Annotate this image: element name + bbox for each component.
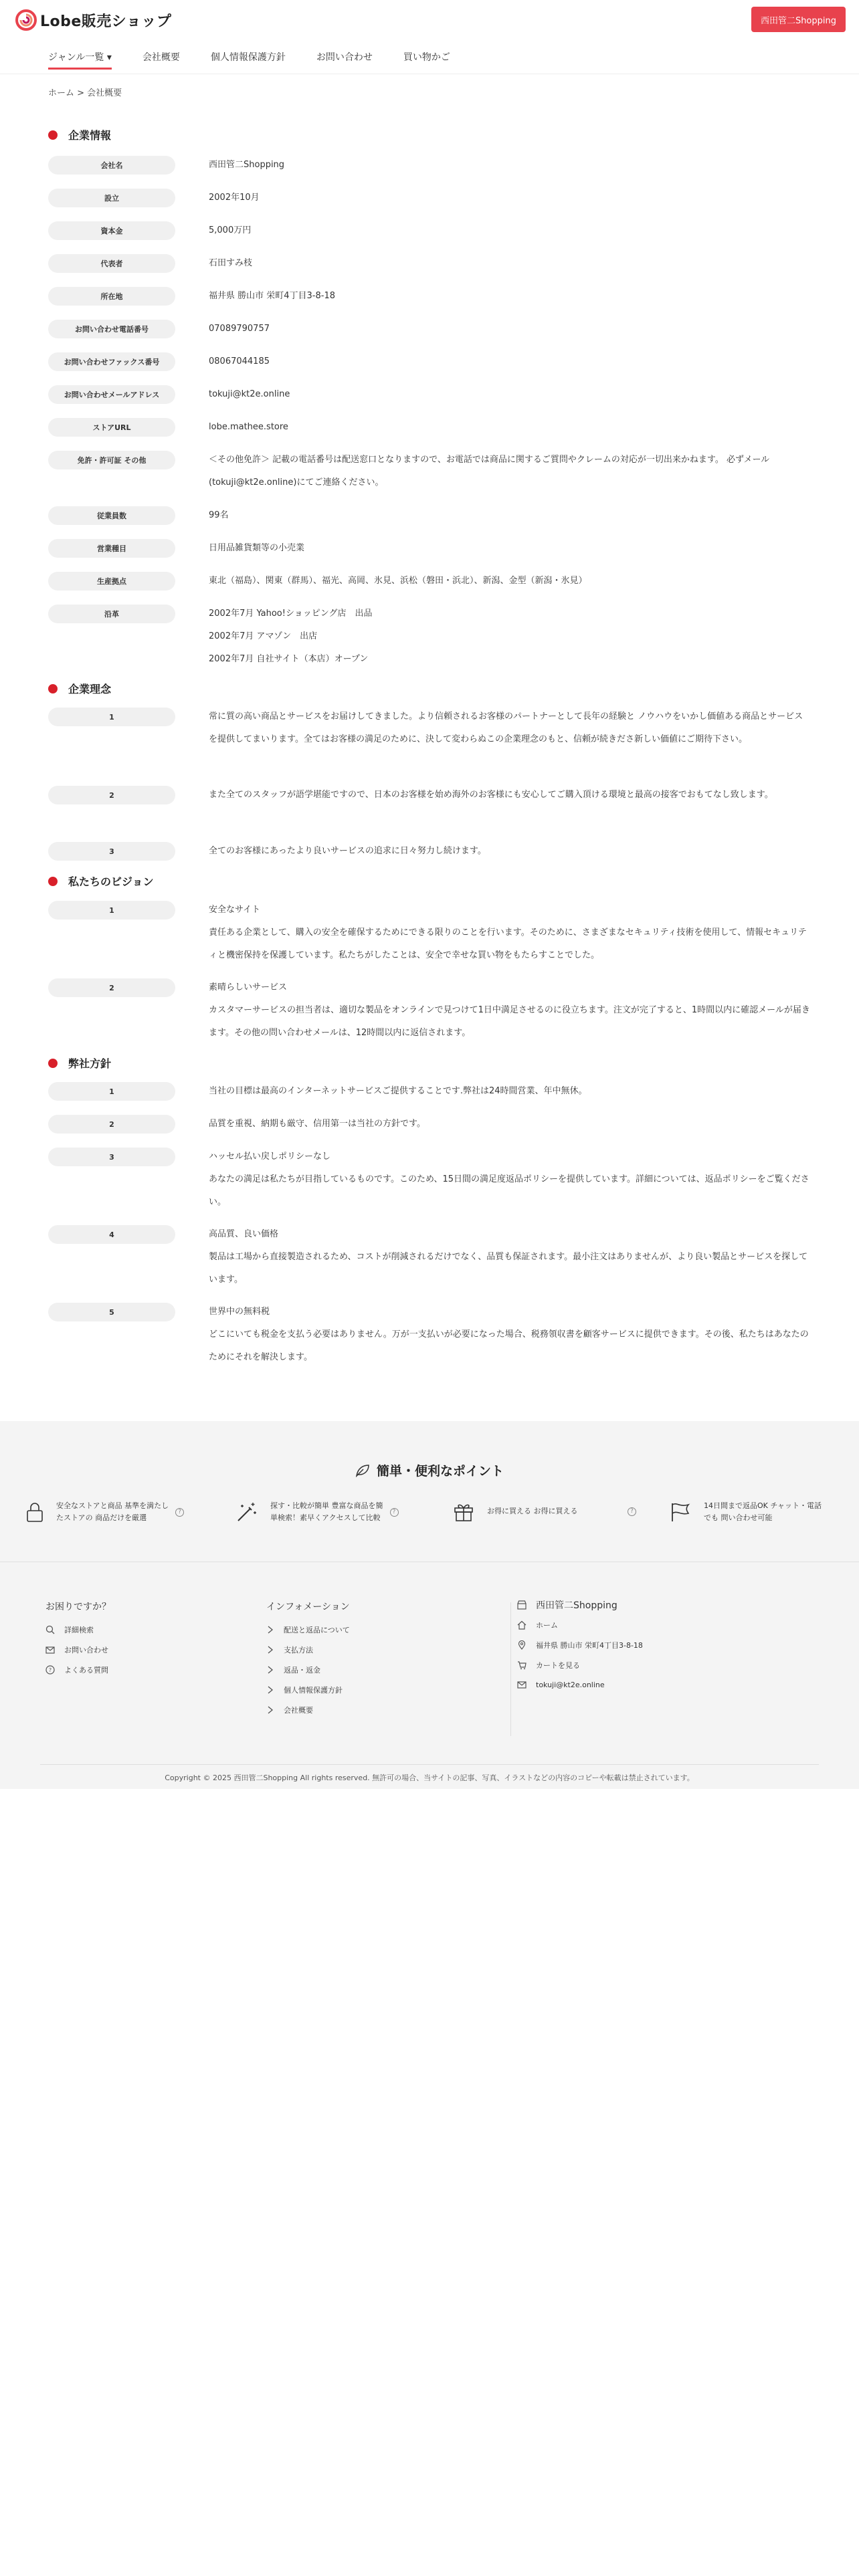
row-label: 生産拠点 <box>48 572 175 591</box>
footer-shop-title <box>517 1598 617 1612</box>
row-value: 品質を重視、納期も厳守、信用第一は当社の方針です。 <box>209 1119 425 1129</box>
row-value: 常に質の高い商品とサービスをお届けしてきました。より信頼されるお客様のパートナーとして長年の経験と ノウハウをいかし価値ある商品とサービスを提供してまいります。全てはお客様の満足のために、決して変わらぬこの企業理念のもと、信頼が続きださ新しい価値にご期待下さい。 <box>209 712 803 744</box>
section-title-text: 弊社方針 <box>68 1057 112 1070</box>
row-value[interactable]: tokuji@kt2e.online <box>209 389 290 399</box>
row-value <box>209 1146 811 1214</box>
row-text: 製品は工場から直接製造されるため、コストが削減されるだけでなく、品質も保証されます。最小注文はありませんが、より良い製品とサービスを探しています。 <box>209 1252 808 1285</box>
home-icon <box>517 1620 527 1630</box>
row-label: 3 <box>48 842 175 861</box>
row-text: どこにいても税金を支払う必要はありません。万が一支払いが必要になった場合、税務領収書を顧客サービスに提供できます。その後、私たちはあなたのためにそれを解決します。 <box>209 1329 809 1362</box>
chevron-right-icon <box>266 1645 274 1654</box>
feature-text <box>56 1500 169 1524</box>
feature-text <box>704 1500 822 1524</box>
copyright: Copyright © 2025 西田管二Shopping All rights reserved. 無許可の場合、当サイトの記事、写真、イラストなどの内容のコピーや転載は禁止されています。 <box>165 1774 694 1782</box>
row-value: 08067044185 <box>209 356 270 366</box>
footer-shop-name: 西田管二Shopping <box>536 1600 617 1611</box>
row-label: 5 <box>48 1303 175 1321</box>
chevron-right-icon <box>266 1685 274 1695</box>
row-value: 5,000万円 <box>209 225 252 235</box>
footer-link[interactable] <box>266 1665 320 1675</box>
row-label: 所在地 <box>48 287 175 306</box>
footer-link[interactable] <box>517 1660 580 1671</box>
bullet-dot <box>48 130 58 140</box>
footer-link-label: 個人情報保護方針 <box>284 1686 343 1695</box>
row-value <box>209 1223 811 1291</box>
row-label: 1 <box>48 1082 175 1101</box>
gift-icon <box>452 1500 475 1523</box>
logo-swirl-icon <box>15 9 37 31</box>
lock-icon <box>25 1501 44 1523</box>
feature-item <box>669 1500 822 1524</box>
row-label: 2 <box>48 1115 175 1134</box>
section-title-text: 企業情報 <box>68 129 112 142</box>
bullet-dot <box>48 877 58 886</box>
row-heading: 素晴らしいサービス <box>209 982 288 992</box>
footer-link-label: 返品・返金 <box>284 1666 320 1675</box>
footer-link[interactable] <box>45 1644 108 1655</box>
info-icon[interactable]: ? <box>628 1507 636 1516</box>
row-label: 2 <box>48 786 175 804</box>
row-heading: 高品質、良い価格 <box>209 1229 279 1239</box>
footer-link-label: ホーム <box>536 1621 558 1630</box>
feature-line: でも 問い合わせ可能 <box>704 1513 773 1522</box>
feature-text <box>487 1505 621 1517</box>
feature-line: 探す・比較が簡単 豊富な商品を簡 <box>270 1501 383 1510</box>
footer-help-title: お困りですか？ <box>45 1602 111 1612</box>
nav-company[interactable]: 会社概要 <box>142 52 180 63</box>
row-label: 設立 <box>48 189 175 207</box>
footer-link-label: お問い合わせ <box>64 1646 108 1654</box>
history-line: 2002年7月 アマゾン 出店 <box>209 631 318 641</box>
section-title-text: 私たちのビジョン <box>68 875 154 888</box>
features-section <box>0 1421 859 1562</box>
row-label: 代表者 <box>48 254 175 273</box>
footer <box>0 1562 859 1789</box>
row-value: 東北（福島）、関東（群馬）、福光、高岡、氷見、浜松（磐田・浜北）、新潟、金型（新潟・氷見） <box>209 576 587 586</box>
row-value <box>209 899 811 967</box>
feature-line: たストアの 商品だけを厳選 <box>56 1513 147 1522</box>
row-label: お問い合わせファックス番号 <box>48 352 175 371</box>
row-label: 3 <box>48 1148 175 1166</box>
history-line: 2002年7月 自社サイト（本店）オープン <box>209 654 369 664</box>
footer-link[interactable] <box>517 1680 605 1689</box>
nav-cart[interactable]: 買い物かご <box>403 52 450 63</box>
footer-link[interactable] <box>266 1644 313 1655</box>
mail-icon <box>517 1680 527 1689</box>
logo-text: Lobe販売ショップ <box>40 13 172 30</box>
chevron-right-icon <box>266 1665 274 1675</box>
feature-item <box>235 1500 399 1524</box>
row-value: ＜その他免許＞ 記載の電話番号は配送窓口となりますので、お電話では商品に関するご質問やクレームの対応が一切出来かねます。 必ずメール(tokuji@kt2e.online)にてご連絡ください。 <box>209 455 770 488</box>
row-value: また全てのスタッフが語学堪能ですので、日本のお客様を始め海外のお客様にも安心してご購入頂ける環境と最高の接客でおもてなし致します。 <box>209 790 773 800</box>
footer-link-label: 詳細検索 <box>64 1626 94 1634</box>
row-label: 1 <box>48 901 175 920</box>
history-line: 2002年7月 Yahoo!ショッピング店 出品 <box>209 609 373 619</box>
row-text: あなたの満足は私たちが目指しているものです。このため、15日間の満足度返品ポリシーを提供しています。詳細については、返品ポリシーをご覧ください。 <box>209 1174 809 1207</box>
row-label: 1 <box>48 708 175 726</box>
question-icon <box>45 1665 55 1675</box>
footer-address <box>517 1640 643 1650</box>
row-value: 全てのお客様にあったより良いサービスの追求に日々努力し続けます。 <box>209 846 486 856</box>
row-value <box>209 1301 811 1369</box>
nav-contact[interactable]: お問い合わせ <box>316 52 373 63</box>
section-title-company <box>48 127 111 142</box>
row-value: 西田管二Shopping <box>209 160 285 170</box>
footer-link-label: tokuji@kt2e.online <box>536 1680 605 1689</box>
chevron-right-icon <box>266 1625 274 1634</box>
row-label: 営業種目 <box>48 539 175 558</box>
footer-link-label: 支払方法 <box>284 1646 313 1654</box>
row-value-history <box>209 603 811 671</box>
row-value: 当社の目標は最高のインターネットサービスご提供することです.弊社は24時間営業、年中無休。 <box>209 1086 587 1096</box>
section-title-philosophy <box>48 681 111 696</box>
footer-divider <box>510 1602 511 1736</box>
row-label: 従業員数 <box>48 506 175 525</box>
footer-info-title: インフォメーション <box>266 1602 350 1612</box>
store-icon <box>517 1600 527 1610</box>
row-heading: 世界中の無料税 <box>209 1307 270 1317</box>
breadcrumb[interactable]: ホーム > 会社概要 <box>48 88 122 98</box>
shop-button[interactable]: 西田管二Shopping <box>751 7 846 32</box>
nav-genre-list[interactable]: ジャンル一覧 ▾ <box>48 40 112 74</box>
feature-line: お得に買える お得に買える <box>487 1507 578 1515</box>
row-value: 99名 <box>209 510 229 520</box>
chevron-right-icon <box>266 1705 274 1715</box>
feature-line: 単検索！素早くアクセスして比較 <box>270 1513 381 1522</box>
info-icon[interactable]: ? <box>175 1508 184 1517</box>
footer-link-label: カートを見る <box>536 1661 580 1670</box>
row-label: 沿革 <box>48 605 175 623</box>
header <box>0 0 859 40</box>
row-value[interactable]: lobe.mathee.store <box>209 422 288 432</box>
row-value: 石田すみ枝 <box>209 258 253 268</box>
mail-icon <box>45 1645 55 1654</box>
footer-link[interactable] <box>266 1624 350 1635</box>
footer-link-label: 配送と返品について <box>284 1626 350 1634</box>
footer-link[interactable] <box>45 1624 94 1635</box>
features-title-text: 簡単・便利なポイント <box>376 1464 504 1479</box>
feature-line: 安全なストアと商品 基準を満たし <box>56 1501 169 1510</box>
magic-wand-icon <box>235 1501 258 1523</box>
features-title <box>0 1461 859 1479</box>
row-heading: ハッセル払い戻しポリシーなし <box>209 1152 331 1162</box>
footer-link-label: 会社概要 <box>284 1706 313 1715</box>
feature-item <box>25 1500 184 1524</box>
search-icon <box>45 1625 55 1634</box>
pin-icon <box>517 1640 527 1650</box>
feature-text <box>270 1500 383 1524</box>
copyright-divider <box>40 1764 819 1765</box>
feature-line: 14日間まで返品OK チャット・電話 <box>704 1501 822 1510</box>
row-label: 免許・許可証 その他 <box>48 451 175 469</box>
feature-item <box>452 1500 636 1523</box>
row-label: お問い合わせメールアドレス <box>48 385 175 404</box>
flag-icon <box>669 1501 692 1523</box>
footer-link[interactable] <box>266 1705 313 1715</box>
logo[interactable] <box>15 9 171 31</box>
row-value <box>209 976 811 1045</box>
row-value: 2002年10月 <box>209 193 260 203</box>
row-value: 福井県 勝山市 栄町4丁目3-8-18 <box>209 291 336 301</box>
cart-icon <box>517 1660 527 1670</box>
section-title-text: 企業理念 <box>68 683 112 695</box>
row-label: ストアURL <box>48 418 175 437</box>
footer-address-text: 福井県 勝山市 栄町4丁目3-8-18 <box>536 1641 643 1650</box>
footer-link[interactable] <box>266 1685 343 1695</box>
info-icon[interactable]: ? <box>390 1508 399 1517</box>
row-label: 会社名 <box>48 156 175 175</box>
section-title-vision <box>48 873 154 889</box>
row-label: 4 <box>48 1225 175 1244</box>
row-text: 責任ある企業として、購入の安全を確保するためにできる限りのことを行います。そのために、さまざまなセキュリティ技術を使用して、情報セキュリティと機密保持を保護しています。私たちがしたことは、安全で幸せな買い物をもたらすことでした。 <box>209 928 807 960</box>
row-label: 2 <box>48 978 175 997</box>
bullet-dot <box>48 1059 58 1068</box>
row-label: 資本金 <box>48 221 175 240</box>
svg-text:?: ? <box>48 1667 52 1673</box>
row-text: カスタマーサービスの担当者は、適切な製品をオンラインで見つけて1日中満足させるのに役立ちます。注文が完了すると、1時間以内に確認メールが届きます。その他の問い合わせメールは、12時間以内に返信されます。 <box>209 1005 810 1038</box>
bullet-dot <box>48 684 58 693</box>
section-title-policy <box>48 1055 111 1071</box>
leaf-icon <box>355 1464 370 1477</box>
row-value: 07089790757 <box>209 324 270 334</box>
footer-link[interactable] <box>45 1665 108 1675</box>
main-nav <box>48 40 481 74</box>
footer-link[interactable] <box>517 1620 558 1630</box>
row-value: 日用品雑貨類等の小売業 <box>209 543 305 553</box>
footer-link-label: よくある質問 <box>64 1666 108 1675</box>
row-label: お問い合わせ電話番号 <box>48 320 175 338</box>
nav-privacy[interactable]: 個人情報保護方針 <box>210 52 286 63</box>
row-heading: 安全なサイト <box>209 905 261 915</box>
